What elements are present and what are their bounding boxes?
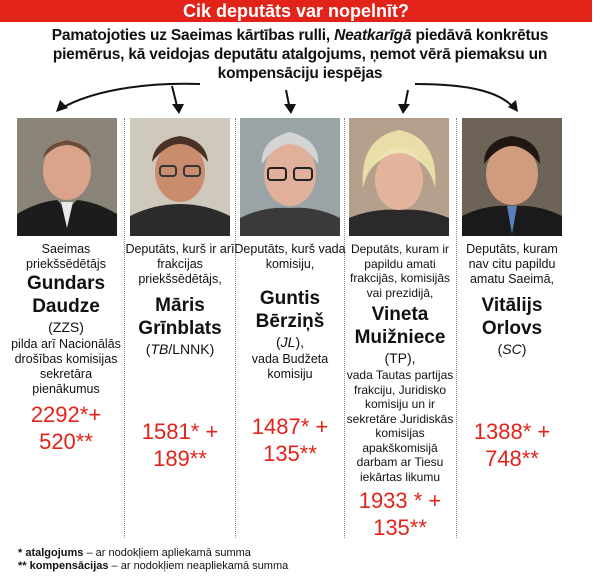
- deputy-party: (SC): [497, 341, 527, 357]
- deputy-role: Saeimas priekšsēdētājs: [26, 242, 106, 271]
- arrows-graphic: [0, 80, 602, 120]
- photo-vineta-muizniece: [349, 118, 449, 236]
- intro-part2: piedāvā konkrētus piemērus, kā veidojas deputātu atalgojums, ņemot vērā piemaksu un kompensāciju iespējas: [52, 27, 549, 82]
- deputy-last-name: Muižniece: [354, 327, 446, 348]
- deputy-last-name: Orlovs: [481, 318, 543, 339]
- footnote-compensation: ** kompensācijas – ar nodokļiem neapliekamā summa: [18, 560, 289, 572]
- salary-amount: 1581* +: [141, 419, 219, 444]
- photo-vitalijs-orlovs: [462, 118, 562, 236]
- page-title: Cik deputāts var nopelnīt?: [0, 0, 592, 22]
- deputy-column-orlovs: [456, 242, 568, 472]
- intro-text: [30, 26, 570, 83]
- compensation-amount: 135**: [373, 515, 427, 540]
- deputy-first-name: Vitālijs: [481, 295, 543, 316]
- deputy-first-name: Gundars: [26, 273, 106, 294]
- salary-amount: 1388* +: [473, 419, 551, 444]
- deputy-role: Deputāts, kurš ir arī frakcijas priekšsēdētājs,: [125, 242, 235, 286]
- deputy-column-muizniece: [344, 242, 456, 541]
- deputy-party: (TP),: [384, 350, 416, 366]
- deputy-role: Deputāts, kuram nav citu papildu amatu Saeimā,: [466, 242, 558, 286]
- photo-maris-grinblats: [130, 118, 230, 236]
- deputy-column-grinblats: [124, 242, 236, 472]
- deputy-party: (TB/LNNK): [145, 341, 215, 357]
- photo-guntis-berzins: [240, 118, 340, 236]
- intro-part1: Pamatojoties uz Saeimas kārtības rulli,: [51, 27, 330, 44]
- deputy-role: Deputāts, kurš vada komisiju,: [234, 242, 346, 271]
- deputy-first-name: Vineta: [371, 304, 429, 325]
- compensation-amount: 189**: [153, 446, 207, 471]
- deputy-role: Deputāts, kuram ir papildu amati frakcijās, komisijās vai prezidijā,: [349, 242, 451, 300]
- salary-amount: 1487* +: [251, 414, 329, 439]
- deputy-last-name: Daudze: [32, 296, 100, 317]
- deputy-first-name: Māris: [155, 295, 205, 316]
- footnote-salary: * atalgojums – ar nodokļiem apliekamā summa: [18, 547, 251, 559]
- deputy-column-berzins: [234, 242, 346, 467]
- deputy-party: (JL),: [275, 334, 305, 350]
- compensation-amount: 135**: [263, 441, 317, 466]
- deputy-column-daudze: [10, 242, 122, 455]
- arrow-5: [415, 84, 514, 108]
- salary-amount: 1933 * +: [358, 488, 442, 513]
- footnotes: [18, 547, 288, 573]
- deputy-last-name: Bērziņš: [255, 311, 325, 332]
- deputy-additional-role: vada Budžeta komisiju: [251, 352, 329, 381]
- photo-gundars-daudze: [17, 118, 117, 236]
- deputy-additional-role: pilda arī Nacionālās drošības komisijas sekretāra pienākumus: [11, 337, 121, 396]
- deputy-additional-role: vada Tautas partijas frakciju, Juridisko komisiju un ir sekretāre Juridiskās komisijas apakškomisijā darbam ar Tiesu iekārtas likumu: [346, 368, 454, 484]
- compensation-amount: 748**: [485, 446, 539, 471]
- intro-newspaper-name: Neatkarīgā: [334, 27, 412, 44]
- deputy-first-name: Guntis: [259, 288, 321, 309]
- deputy-party: (ZZS): [48, 319, 84, 335]
- salary-amount: 2292*+: [30, 402, 102, 427]
- deputy-last-name: Grīnblats: [138, 318, 222, 339]
- compensation-amount: 520**: [39, 429, 93, 454]
